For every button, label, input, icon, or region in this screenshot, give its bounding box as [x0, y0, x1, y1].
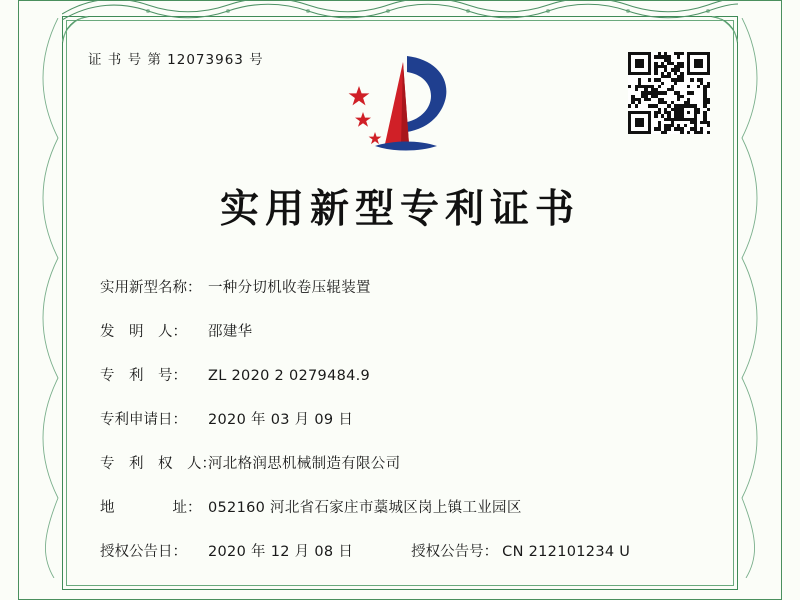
field-row-announcement	[100, 540, 710, 561]
field-row-patent-number	[100, 364, 710, 385]
corner-ornament-top-left	[62, 16, 96, 50]
certificate-number: 证 书 号 第 12073963 号	[88, 52, 264, 68]
qr-code	[628, 52, 710, 134]
cnipa-patent-logo	[345, 48, 465, 158]
field-row-inventor	[100, 320, 710, 341]
announce-number-value: CN 212101234 U	[502, 544, 631, 560]
field-row-patentee	[100, 452, 710, 473]
field-label: 专 利 号：	[100, 368, 187, 384]
field-value: 邵建华	[208, 324, 253, 340]
left-ornament	[32, 18, 62, 578]
field-row-address	[100, 496, 710, 517]
field-label: 实用新型名称：	[100, 280, 202, 296]
field-value: ZL 2020 2 0279484.9	[208, 368, 371, 384]
field-list	[100, 276, 710, 561]
page-title: 实用新型专利证书	[219, 186, 580, 232]
field-label: 地 址：	[100, 500, 202, 516]
field-label: 发 明 人：	[100, 324, 187, 340]
right-ornament	[738, 18, 768, 578]
field-value: 052160 河北省石家庄市藁城区岗上镇工业园区	[208, 500, 522, 516]
field-row-application-date	[100, 408, 710, 429]
announce-number-label: 授权公告号：	[411, 544, 499, 560]
corner-ornament-top-right	[704, 16, 738, 50]
field-label: 专利申请日：	[100, 412, 187, 428]
top-ornament	[62, 0, 738, 22]
field-value: 河北格润思机械制造有限公司	[208, 456, 401, 472]
announce-number-group	[411, 540, 630, 561]
announce-date-value: 2020 年 12 月 08 日	[208, 544, 354, 560]
announce-date-label: 授权公告日：	[100, 544, 187, 560]
field-row-utility-model-name	[100, 276, 710, 297]
field-value: 一种分切机收卷压辊装置	[208, 280, 371, 296]
field-label: 专 利 权 人：	[100, 456, 216, 472]
field-value: 2020 年 03 月 09 日	[208, 412, 354, 428]
